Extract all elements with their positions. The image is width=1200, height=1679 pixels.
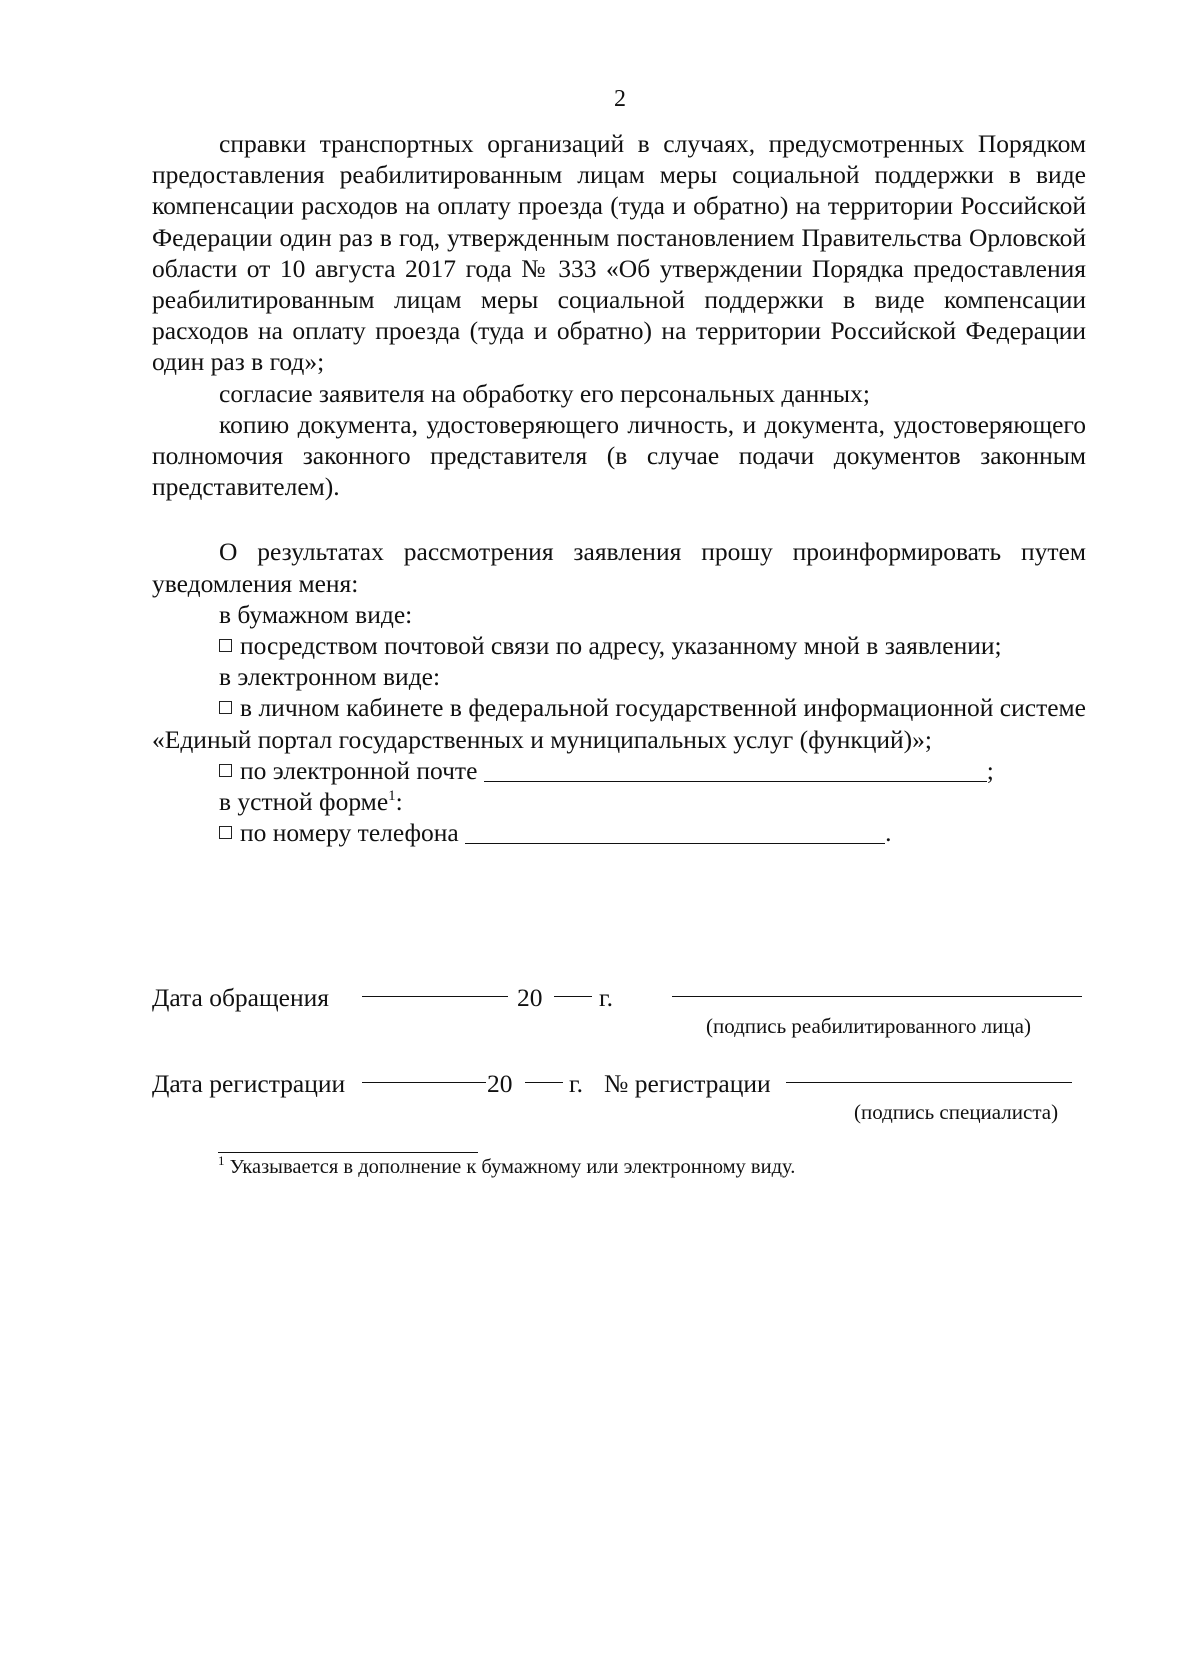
option-email (152, 755, 1086, 786)
specialist-signature-caption: (подпись специалиста) (854, 1100, 1059, 1124)
registration-year-suffix: г. (569, 1069, 583, 1098)
option-postal (152, 630, 1086, 661)
option-portal (152, 692, 1086, 754)
footnote (218, 1153, 796, 1179)
oral-form-end: : (395, 787, 403, 817)
application-date-row (152, 982, 329, 1013)
paragraph-notification-request: О результатах рассмотрения заявления прошу проинформировать путем уведомления меня: (152, 537, 1086, 598)
phone-checkbox[interactable] (219, 826, 232, 839)
paragraph-paper-form: в бумажном виде: (219, 599, 413, 629)
registration-year-line[interactable] (525, 1082, 563, 1083)
option-phone-label: по номеру телефона (240, 818, 459, 848)
page-number: 2 (614, 86, 626, 112)
paragraph-identity-copy: копию документа, удостоверяющего личность, и документа, удостоверяющего полномочия законного представителя (в случае подачи документов законным представителем). (152, 409, 1086, 502)
oral-form-label: в устной форме (219, 787, 389, 817)
paragraph-electronic-form: в электронном виде: (219, 662, 441, 692)
document-body (152, 128, 1086, 848)
registration-year-prefix: 20 (487, 1069, 513, 1098)
application-year-line[interactable] (554, 996, 592, 997)
footnote-separator (218, 1152, 478, 1153)
applicant-signature-caption: (подпись реабилитированного лица) (706, 1014, 1031, 1038)
application-year-prefix: 20 (517, 983, 543, 1012)
paragraph-transport-certificates: справки транспортных организаций в случаях, предусмотренных Порядком предоставления реабилитированным лицам меры социальной поддержки в виде компенсации расходов на оплату проезда (туда и обратно) на территории Российской Федерации один раз в год, утвержденным постановлением Правительства Орловской области от 10 августа 2017 года № 333 «Об утверждении Порядка предоставления реабилитированным лицам меры социальной поддержки в виде компенсации расходов на оплату проезда (туда и обратно) на территории Российской Федерации один раз в год»; (152, 129, 1086, 377)
option-postal-label: посредством почтовой связи по адресу, указанному мной в заявлении; (240, 631, 1002, 661)
footnote-marker: 1 (218, 1153, 225, 1168)
registration-number-label: № регистрации (604, 1069, 771, 1098)
registration-date-line[interactable] (362, 1082, 486, 1083)
application-date-line[interactable] (362, 996, 508, 997)
option-email-label: по электронной почте (240, 755, 478, 785)
phone-input-line[interactable] (465, 821, 885, 844)
option-phone (152, 817, 1086, 848)
registration-number-line[interactable] (786, 1082, 1072, 1083)
registration-date-label: Дата регистрации (152, 1069, 346, 1098)
application-date-label: Дата обращения (152, 983, 329, 1012)
paragraph-consent: согласие заявителя на обработку его персональных данных; (219, 378, 870, 408)
footnote-reference: 1 (388, 788, 396, 805)
portal-checkbox[interactable] (219, 701, 232, 714)
application-year-suffix: г. (599, 983, 613, 1012)
email-input-line[interactable] (484, 759, 987, 782)
option-phone-end: . (885, 818, 892, 848)
option-email-end: ; (986, 755, 994, 785)
option-portal-label: в личном кабинете в федеральной государственной информационной системе «Единый портал государственных и муниципальных услуг (функций)»; (152, 693, 1086, 754)
email-checkbox[interactable] (219, 764, 232, 777)
postal-checkbox[interactable] (219, 639, 232, 652)
paragraph-oral-form (152, 786, 1086, 817)
paragraph-gap (152, 502, 1086, 536)
applicant-signature-line[interactable] (672, 996, 1082, 997)
footnote-text: Указывается в дополнение к бумажному или электронному виду. (229, 1156, 796, 1178)
